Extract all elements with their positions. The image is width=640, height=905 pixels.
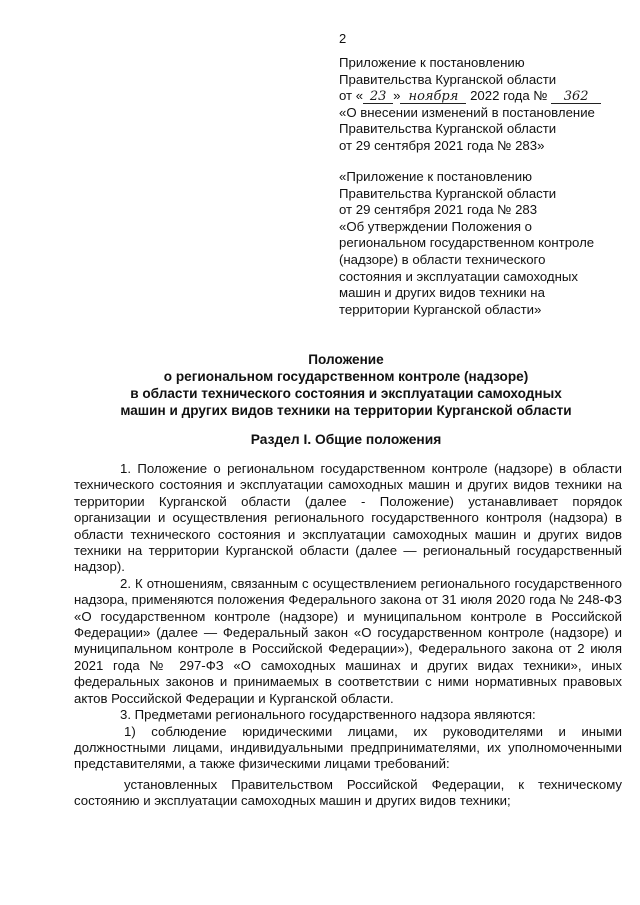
date-mid: »	[393, 88, 401, 104]
appendix-line: (надзоре) в области технического	[339, 251, 546, 267]
paragraph: 3. Предметами регионального государственного надзора являются:	[120, 707, 536, 723]
appendix-line: Правительства Курганской области	[339, 71, 557, 87]
title-line: Положение	[308, 352, 384, 367]
document-title	[70, 351, 622, 419]
appendix-line: состояния и эксплуатации самоходных	[339, 268, 578, 284]
paragraph: установленных Правительством Российской Федерации, к техническому состоянию и эксплуатации самоходных машин и других видов техники;	[74, 776, 622, 809]
appendix-line: «Приложение к постановлению	[339, 169, 532, 184]
appendix-date-line	[339, 88, 624, 105]
title-line: машин и других видов техники на территории Курганской области	[120, 403, 572, 418]
appendix-line: от 29 сентября 2021 года № 283»	[339, 137, 545, 153]
appendix-line: «О внесении изменений в постановление	[339, 104, 595, 120]
appendix-line: Приложение к постановлению	[339, 55, 525, 70]
section-heading: Раздел I. Общие положения	[250, 432, 442, 447]
appendix-amendment-block	[339, 55, 624, 155]
appendix-original-block	[339, 169, 624, 318]
page-number: 2	[339, 31, 347, 46]
appendix-line: «Об утверждении Положения о	[339, 218, 532, 234]
appendix-line: территории Курганской области»	[339, 301, 542, 317]
date-prefix: от «	[339, 88, 364, 104]
appendix-line: Правительства Курганской области	[339, 185, 557, 201]
date-year: 2022 года №	[466, 88, 552, 104]
title-line: о региональном государственном контроле (надзоре)	[163, 369, 529, 384]
handwritten-number: 362	[551, 90, 601, 104]
appendix-line: региональном государственном контроле	[339, 235, 595, 251]
appendix-line: от 29 сентября 2021 года № 283	[339, 202, 538, 218]
handwritten-month: ноября	[400, 90, 466, 104]
title-line: в области технического состояния и эксплуатации самоходных	[130, 386, 562, 401]
document-body	[74, 461, 622, 810]
paragraph: 1) соблюдение юридическими лицами, их руководителями и иными должностными лицами, индивидуальными предпринимателями, их уполномоченными представителями, а также физическими лицами требований:	[74, 723, 622, 772]
handwritten-day: 23	[363, 90, 393, 104]
appendix-line: Правительства Курганской области	[339, 121, 557, 137]
paragraph: 2. К отношениям, связанным с осуществлением регионального государственного надзора, применяются положения Федерального закона от 31 июля 2020 года № 248-ФЗ «О государственном контроле (надзоре) и муниципальном контроле в Российской Федерации» (далее — Федеральный закон «О государственном контроле (надзоре) и муниципальном контроле в Российской Федерации»), Федерального закона от 2 июля 2021 года № 297-ФЗ «О самоходных машинах и других видах техники», иных федеральных законов и принимаемых в соответствии с ними нормативных правовых актов Российской Федерации и Курганской области.	[74, 575, 622, 706]
paragraph: 1. Положение о региональном государственном контроле (надзоре) в области технического состояния и эксплуатации самоходных машин и других видов техники на территории Курганской области (далее - Положение) устанавливает порядок организации и осуществления регионального государственного контроля (надзора) в области технического состояния и эксплуатации самоходных машин и других видов техники на территории Курганской области (далее — региональный государственный надзор).	[74, 461, 622, 575]
appendix-line: машин и других видов техники на	[339, 285, 545, 301]
